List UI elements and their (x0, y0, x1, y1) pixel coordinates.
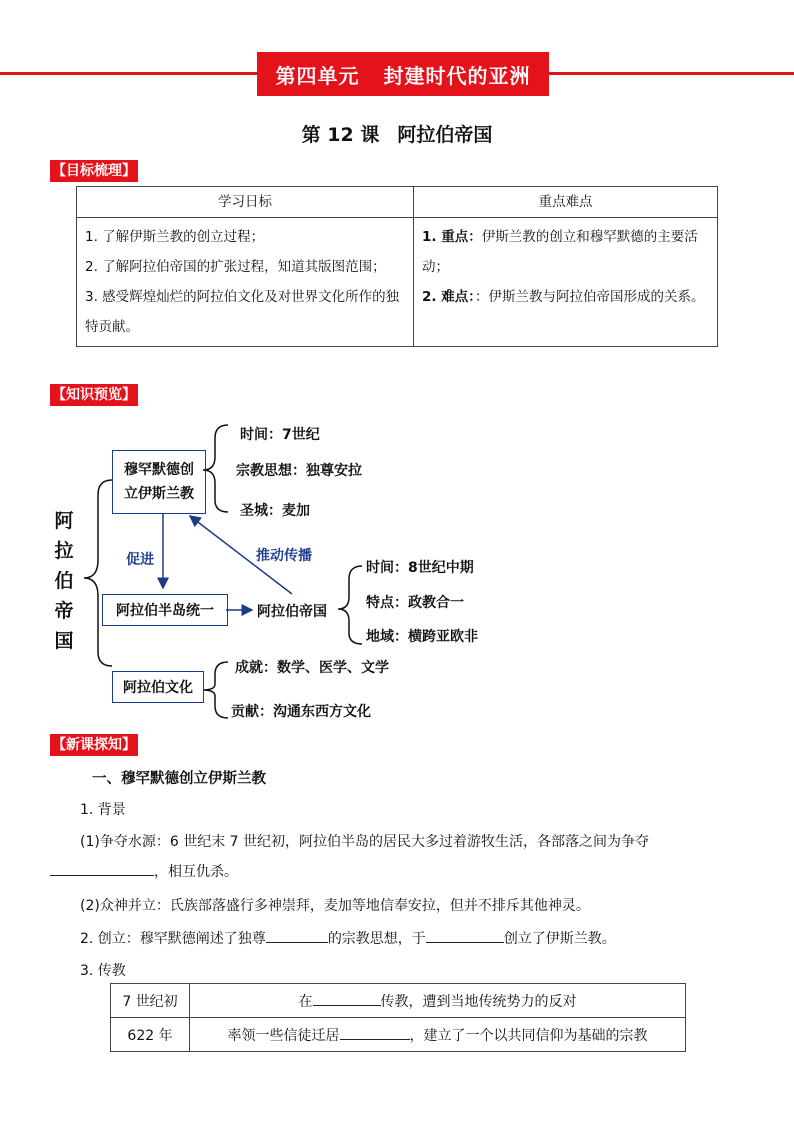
goal-item: 2. 了解阿拉伯帝国的扩张过程，知道其版图范围； (85, 259, 386, 275)
water-dispute-tail: ，相互仇杀。 (154, 864, 238, 880)
islam-time: 时间：7世纪 (240, 427, 320, 443)
culture-achievement: 成就：数学、医学、文学 (235, 660, 389, 676)
answer-blank[interactable] (50, 861, 154, 876)
founding-part: 2. 创立：穆罕默德阐述了独尊 (80, 931, 266, 947)
empire-feature: 特点：政教合一 (366, 595, 464, 611)
preaching-time: 622 年 (111, 1018, 190, 1052)
root-char: 拉 (54, 540, 74, 562)
node-unify: 阿拉伯半岛统一 (102, 594, 228, 626)
root-brace (84, 480, 112, 666)
node-islam (112, 450, 206, 514)
unit-number: 第四单元 (275, 63, 360, 88)
keypoints-col-header: 重点难点 (414, 187, 718, 218)
spread-label: 推动传播 (256, 548, 312, 564)
node-islam-line: 立伊斯兰教 (124, 486, 194, 502)
goals-section-tag: 【目标梳理】 (50, 160, 138, 182)
key-label: 1. 重点： (422, 229, 482, 245)
difficult-label: 2. 难点： (422, 289, 475, 305)
node-islam-line: 穆罕默德创 (124, 462, 194, 478)
root-char: 帝 (54, 600, 74, 622)
root-char: 伯 (54, 570, 74, 592)
founding-text (80, 928, 616, 948)
event-part: 率领一些信徒迁居 (227, 1027, 340, 1044)
goals-col-header: 学习日标 (77, 187, 414, 218)
empire-territory: 地域：横跨亚欧非 (366, 629, 478, 645)
founding-part: 的宗教思想，于 (327, 931, 426, 947)
event-part: ，建立了一个以共同信仰为基础的宗教 (409, 1027, 648, 1044)
unit-title: 封建时代的亚洲 (383, 63, 531, 88)
new-lesson-section-tag: 【新课探知】 (50, 734, 138, 756)
section1-heading: 一、穆罕默德创立伊斯兰教 (92, 771, 266, 787)
preaching-time: 7 世纪初 (111, 984, 190, 1018)
water-dispute-cont (50, 861, 238, 881)
lesson-name: 阿拉伯帝国 (397, 124, 493, 146)
preaching-table (110, 983, 686, 1052)
answer-blank[interactable] (340, 1025, 410, 1040)
preaching-event (190, 1018, 686, 1052)
mindmap-root (52, 506, 76, 656)
root-char: 阿 (54, 510, 74, 532)
key-text: 伊斯兰教的创立和穆罕默德的主要活动； (422, 229, 698, 275)
preaching-heading: 3. 传教 (80, 963, 126, 979)
empire-brace (338, 566, 362, 644)
answer-blank[interactable] (426, 928, 504, 943)
culture-brace (203, 662, 228, 718)
node-culture: 阿拉伯文化 (112, 671, 204, 703)
background-heading: 1. 背景 (80, 802, 126, 818)
islam-doctrine: 宗教思想：独尊安拉 (236, 463, 362, 479)
islam-holy-city: 圣城：麦加 (240, 503, 310, 519)
water-dispute-text: (1)争夺水源：6 世纪末 7 世纪初，阿拉伯半岛的居民大多过着游牧生活，各部落之间为争夺 (80, 834, 649, 850)
empire-time: 时间：8世纪中期 (366, 560, 474, 576)
root-char: 国 (54, 630, 74, 652)
islam-brace (203, 425, 228, 512)
promote-label: 促进 (126, 552, 154, 568)
founding-part: 创立了伊斯兰教。 (503, 931, 616, 947)
lesson-number: 第 12 课 (301, 124, 380, 146)
answer-blank[interactable] (313, 991, 381, 1006)
table-row (111, 984, 686, 1018)
goal-item: 1. 了解伊斯兰教的创立过程； (85, 229, 265, 245)
answer-blank[interactable] (266, 928, 328, 943)
polytheism-text: (2)众神并立：氏族部落盛行多神崇拜，麦加等地信奉安拉，但并不排斥其他神灵。 (80, 898, 590, 914)
goal-item: 3. 感受辉煌灿烂的阿拉伯文化及对世界文化所作的独特贡献。 (85, 289, 400, 335)
table-row (111, 1018, 686, 1052)
event-part: 传教，遭到当地传统势力的反对 (380, 993, 577, 1010)
preview-section-tag: 【知识预览】 (50, 384, 138, 406)
difficult-text: ：伊斯兰教与阿拉伯帝国形成的关系。 (474, 289, 705, 305)
preaching-event (190, 984, 686, 1018)
node-empire: 阿拉伯帝国 (257, 604, 327, 620)
culture-contribution: 贡献：沟通东西方文化 (231, 704, 371, 720)
event-part: 在 (298, 993, 313, 1010)
